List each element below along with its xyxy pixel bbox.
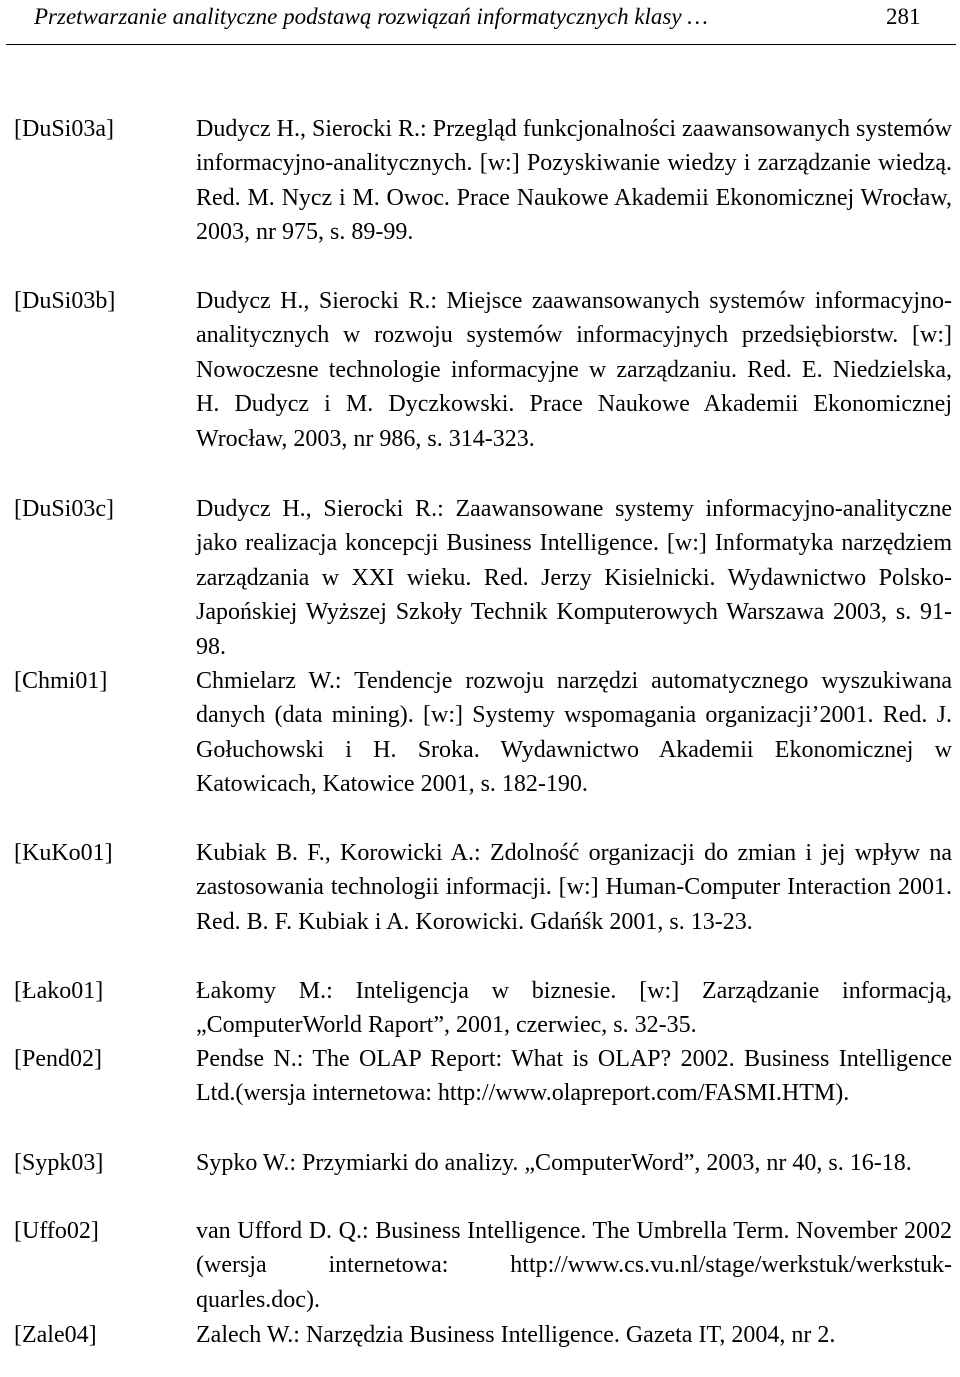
reference-key: [Zale04] (14, 1322, 97, 1348)
reference-text: Kubiak B. F., Korowicki A.: Zdolność organizacji do zmian i jej wpływ na zastosowania technologii informacji. [w:] Human-Computer Interaction 2001. Red. B. F. Kubiak i A. Korowicki. Gdańśk 2001, s. 13-23. (196, 840, 952, 935)
reference-text: Sypko W.: Przymiarki do analizy. „ComputerWord”, 2003, nr 40, s. 16-18. (196, 1150, 912, 1176)
reference-text: Dudycz H., Sierocki R.: Miejsce zaawansowanych systemów informacyjno-analitycznych w rozwoju systemów informacyjnych przedsiębiorstw. [w:] Nowoczesne technologie informacyjne w zarządzaniu. Red. E. Niedzielska, H. Dudycz i M. Dyczkowski. Prace Naukowe Akademii Ekonomicznej Wrocław, 2003, nr 986, s. 314-323. (196, 288, 952, 452)
reference-text: Łakomy M.: Inteligencja w biznesie. [w:] Zarządzanie informacją, „ComputerWorld Raport”, 2001, czerwiec, s. 32-35. (196, 978, 952, 1039)
reference-key: [Uffo02] (14, 1218, 99, 1244)
reference-key: [DuSi03c] (14, 496, 114, 522)
reference-key: [DuSi03b] (14, 288, 116, 314)
reference-key: [KuKo01] (14, 840, 113, 866)
reference-text: van Ufford D. Q.: Business Intelligence. The Umbrella Term. November 2002 (wersja internetowa: http://www.cs.vu.nl/stage/werkstuk/werkstuk-quarles.doc). (196, 1218, 952, 1313)
reference-key: [DuSi03a] (14, 116, 114, 142)
running-title: Przetwarzanie analityczne podstawą rozwiązań informatycznych klasy … (34, 4, 708, 29)
reference-key: [Łako01] (14, 978, 104, 1004)
reference-key: [Sypk03] (14, 1150, 104, 1176)
reference-text: Chmielarz W.: Tendencje rozwoju narzędzi automatycznego wyszukiwana danych (data mining). [w:] Systemy wspomagania organizacji’2001. Red. J. Gołuchowski i H. Sroka. Wydawnictwo Akademii Ekonomicznej w Katowicach, Katowice 2001, s. 182-190. (196, 668, 952, 798)
reference-text: Dudycz H., Sierocki R.: Zaawansowane systemy informacyjno-analityczne jako realizacja koncepcji Business Intelligence. [w:] Informatyka narzędziem zarządzania w XXI wieku. Red. Jerzy Kisielnicki. Wydawnictwo Polsko-Japońskiej Wyższej Szkoły Technik Komputerowych Warszawa 2003, s. 91-98. (196, 496, 952, 660)
reference-text: Pendse N.: The OLAP Report: What is OLAP? 2002. Business Intelligence Ltd.(wersja internetowa: http://www.olapreport.com/FASMI.HTM). (196, 1046, 952, 1107)
reference-key: [Chmi01] (14, 668, 108, 694)
reference-key: [Pend02] (14, 1046, 102, 1072)
reference-text: Dudycz H., Sierocki R.: Przegląd funkcjonalności zaawansowanych systemów informacyjno-analitycznych. [w:] Pozyskiwanie wiedzy i zarządzanie wiedzą. Red. M. Nycz i M. Owoc. Prace Naukowe Akademii Ekonomicznej Wrocław, 2003, nr 975, s. 89-99. (196, 116, 952, 246)
reference-text: Zalech W.: Narzędzia Business Intelligence. Gazeta IT, 2004, nr 2. (196, 1322, 836, 1348)
page-number: 281 (886, 4, 921, 29)
